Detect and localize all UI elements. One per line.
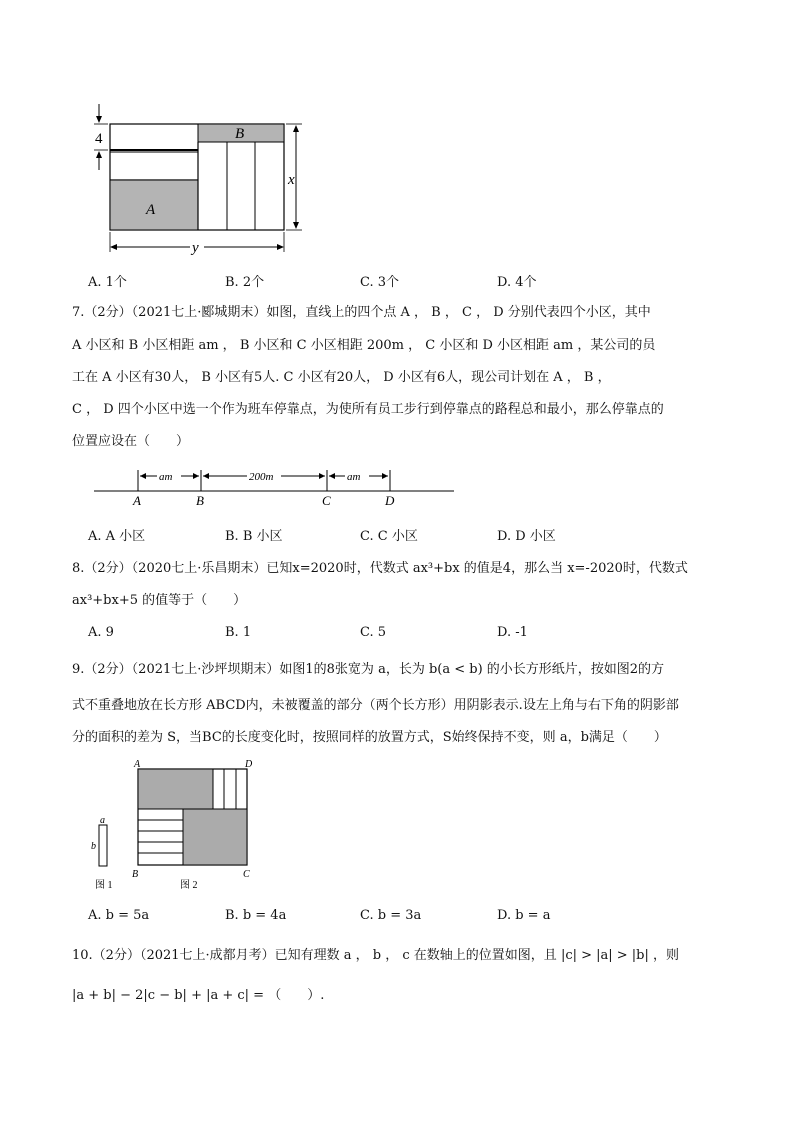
q9-figure (86, 758, 266, 894)
top-left-shaded (138, 769, 213, 809)
q7-option-c[interactable]: C. C 小区 (360, 529, 418, 544)
q7-text-line-4: C ， D 四个小区中选一个作为班车停靠点，为使所有员工步行到停靠点的路程总和最小，那么停靠点的 (72, 402, 664, 417)
label-b: B (235, 126, 245, 142)
q8-option-b[interactable]: B. 1 (225, 625, 252, 640)
q7-text-line-2: A 小区和 B 小区相距 am ， B 小区和 C 小区相距 200m ， C 小区和 D 小区相距 am ，某公司的员 (72, 338, 656, 353)
figure1-caption: 图 1 (95, 880, 113, 891)
q6-figure (88, 100, 308, 260)
corner-a: A (134, 759, 141, 770)
q7-figure (94, 462, 456, 512)
point-d-label: D (385, 493, 395, 508)
q9-text-line-2: 式不重叠地放在长方形 ABCD内，未被覆盖的部分（两个长方形）用阴影表示.设左上角与右下角的阴影部 (72, 698, 679, 713)
q8-text-line-1: 8.（2分）（2020七上·乐昌期末）已知x=2020时，代数式 ax³+bx 的值是4，那么当 x=-2020时，代数式 (72, 561, 688, 576)
q6-option-a[interactable]: A. 1个 (88, 275, 127, 290)
q8-text-line-2: ax³+bx+5 的值等于（ ） (72, 593, 247, 608)
bottom-right-shaded (183, 809, 247, 865)
q9-option-a[interactable]: A. b = 5a (88, 908, 150, 923)
q7-option-a[interactable]: A. A 小区 (88, 529, 146, 544)
segment-bc-label: 200m (249, 471, 274, 483)
point-a-label: A (133, 493, 141, 508)
q9-text-line-3: 分的面积的差为 S，当BC的长度变化时，按照同样的放置方式，S始终保持不变，则 a，b满足（ ） (72, 730, 667, 745)
q10-text-line-1: 10.（2分）（2021七上·成都月考）已知有理数 a ， b ， c 在数轴上的位置如图，且 |c| > |a| > |b| ，则 (72, 948, 680, 963)
corner-b: B (132, 869, 139, 880)
point-c-label: C (322, 493, 331, 508)
q7-text-line-3: 工在 A 小区有30人， B 小区有5人. C 小区有20人， D 小区有6人，现公司计划在 A ， B ， (72, 370, 611, 385)
corner-c: C (243, 869, 250, 880)
q9-option-c[interactable]: C. b = 3a (360, 908, 422, 923)
corner-d: D (245, 759, 253, 770)
q9-option-d[interactable]: D. b = a (497, 908, 551, 923)
label-x: x (288, 172, 295, 188)
q6-option-b[interactable]: B. 2个 (225, 275, 265, 290)
q7-text-line-1: 7.（2分）（2021七上·郾城期末）如图，直线上的四个点 A ， B ， C ， D 分别代表四个小区，其中 (72, 305, 651, 320)
q6-option-d[interactable]: D. 4个 (497, 275, 537, 290)
q8-option-d[interactable]: D. -1 (497, 625, 528, 640)
q9-option-b[interactable]: B. b = 4a (225, 908, 287, 923)
label-y: y (192, 240, 199, 256)
q10-text-line-2: |a + b| − 2|c − b| + |a + c| = （ ）. (72, 988, 325, 1003)
segment-ab-label: am (159, 471, 173, 483)
figure2-caption: 图 2 (180, 880, 198, 891)
q9-text-line-1: 9.（2分）（2021七上·沙坪坝期末）如图1的8张宽为 a，长为 b(a < b) 的小长方形纸片，按如图2的方 (72, 662, 665, 677)
figure1-label-b: b (91, 841, 96, 852)
q7-option-d[interactable]: D. D 小区 (497, 529, 556, 544)
q8-option-a[interactable]: A. 9 (88, 625, 114, 640)
figure1-small-rectangle (99, 825, 107, 866)
q6-option-c[interactable]: C. 3个 (360, 275, 400, 290)
q8-option-c[interactable]: C. 5 (360, 625, 387, 640)
label-a: A (146, 202, 156, 218)
label-4: 4 (95, 131, 103, 147)
segment-cd-label: am (347, 471, 361, 483)
q7-text-line-5: 位置应设在（ ） (72, 434, 190, 449)
figure1-label-a: a (100, 815, 105, 826)
point-b-label: B (196, 493, 204, 508)
q7-option-b[interactable]: B. B 小区 (225, 529, 283, 544)
